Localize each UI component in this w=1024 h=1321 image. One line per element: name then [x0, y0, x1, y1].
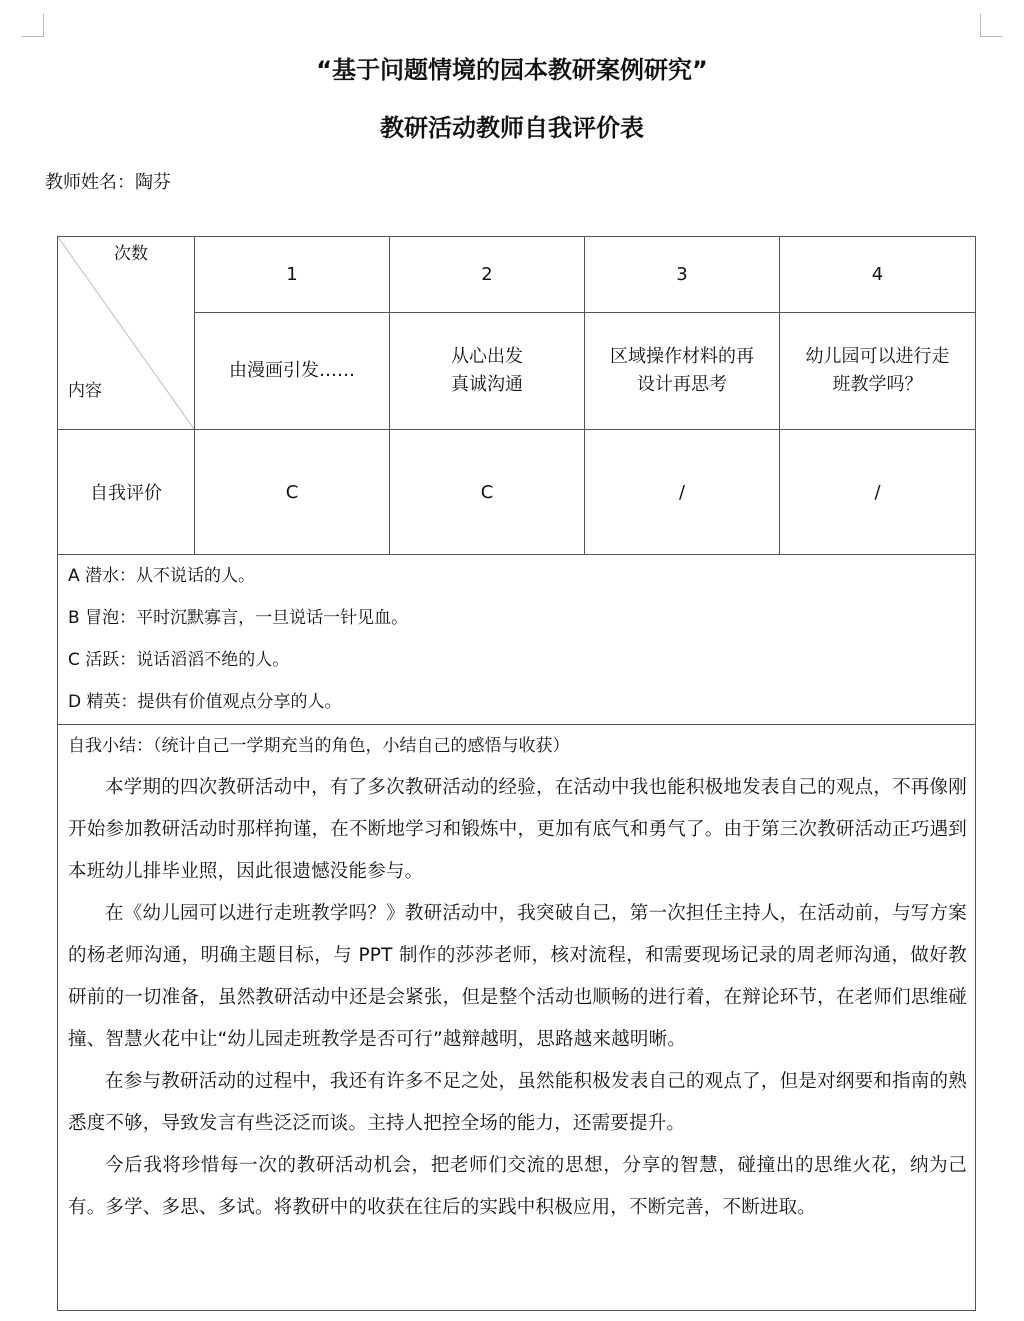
document-title: “基于问题情境的园本教研案例研究”	[316, 56, 708, 84]
header-label-content: 内容	[68, 381, 102, 401]
session-topic-row	[58, 313, 976, 430]
evaluation-table	[57, 236, 976, 1311]
summary-paragraph: 本学期的四次教研活动中，有了多次教研活动的经验，在活动中我也能积极地发表自己的观点，不再像刚开始参加教研活动时那样拘谨，在不断地学习和锻炼中，更加有底气和勇气了。由于第三次教研活动正巧遇到本班幼儿排毕业照，因此很遗憾没能参与。	[68, 777, 967, 882]
page-corner-mark-left	[21, 14, 44, 37]
session-number-row	[58, 237, 976, 313]
summary-heading: 自我小结：（统计自己一学期充当的角色，小结自己的感悟与收获）	[68, 736, 570, 756]
self-evaluation-label: 自我评价	[58, 430, 195, 555]
topic-line: 由漫画引发……	[229, 360, 355, 381]
diagonal-header-cell	[58, 237, 195, 430]
header-label-count: 次数	[114, 244, 148, 264]
topic-line: 班教学吗？	[832, 374, 923, 395]
legend-item-a: A 潜水：从不说话的人。	[68, 566, 256, 586]
topic-line: 真诚沟通	[451, 374, 523, 395]
session-grade: C	[195, 430, 390, 555]
session-number: 4	[780, 237, 976, 313]
session-grade: /	[780, 430, 976, 555]
session-grade: /	[585, 430, 780, 555]
topic-line: 幼儿园可以进行走	[805, 346, 950, 367]
session-topic	[585, 313, 780, 430]
legend-row	[58, 555, 976, 725]
role-legend	[58, 555, 976, 725]
session-topic	[390, 313, 585, 430]
page-corner-mark-right	[980, 14, 1003, 37]
session-number: 2	[390, 237, 585, 313]
topic-line: 设计再思考	[637, 374, 727, 395]
session-number: 1	[195, 237, 390, 313]
legend-item-b: B 冒泡：平时沉默寡言，一旦说话一针见血。	[68, 608, 409, 628]
summary-paragraph: 在参与教研活动的过程中，我还有许多不足之处，虽然能积极发表自己的观点了，但是对纲要和指南的熟悉度不够，导致发言有些泛泛而谈。主持人把控全场的能力，还需要提升。	[68, 1071, 967, 1134]
session-grade: C	[390, 430, 585, 555]
self-evaluation-row	[58, 430, 976, 555]
summary-paragraph: 今后我将珍惜每一次的教研活动机会，把老师们交流的思想，分享的智慧，碰撞出的思维火花，纳为己有。多学、多思、多试。将教研中的收获在往后的实践中积极应用，不断完善，不断进取。	[68, 1155, 967, 1218]
session-number: 3	[585, 237, 780, 313]
teacher-name: 教师姓名：陶芬	[45, 172, 171, 193]
session-topic	[780, 313, 976, 430]
self-summary	[58, 725, 976, 1311]
legend-item-d: D 精英：提供有价值观点分享的人。	[68, 692, 342, 712]
summary-row	[58, 725, 976, 1311]
summary-paragraph: 在《幼儿园可以进行走班教学吗？》教研活动中，我突破自己，第一次担任主持人，在活动前，与写方案的杨老师沟通，明确主题目标，与 PPT 制作的莎莎老师，核对流程，和需要现场记录的周老师沟通，做好教研前的一切准备，虽然教研活动中还是会紧张，但是整个活动也顺畅的进行着，在辩论环节，在老师们思维碰撞、智慧火花中让“幼儿园走班教学是否可行”越辩越明，思路越来越明晰。	[68, 903, 967, 1050]
legend-item-c: C 活跃：说话滔滔不绝的人。	[68, 650, 290, 670]
topic-line: 从心出发	[451, 346, 523, 367]
document-subtitle: 教研活动教师自我评价表	[380, 114, 644, 142]
session-topic	[195, 313, 390, 430]
topic-line: 区域操作材料的再	[610, 346, 754, 367]
